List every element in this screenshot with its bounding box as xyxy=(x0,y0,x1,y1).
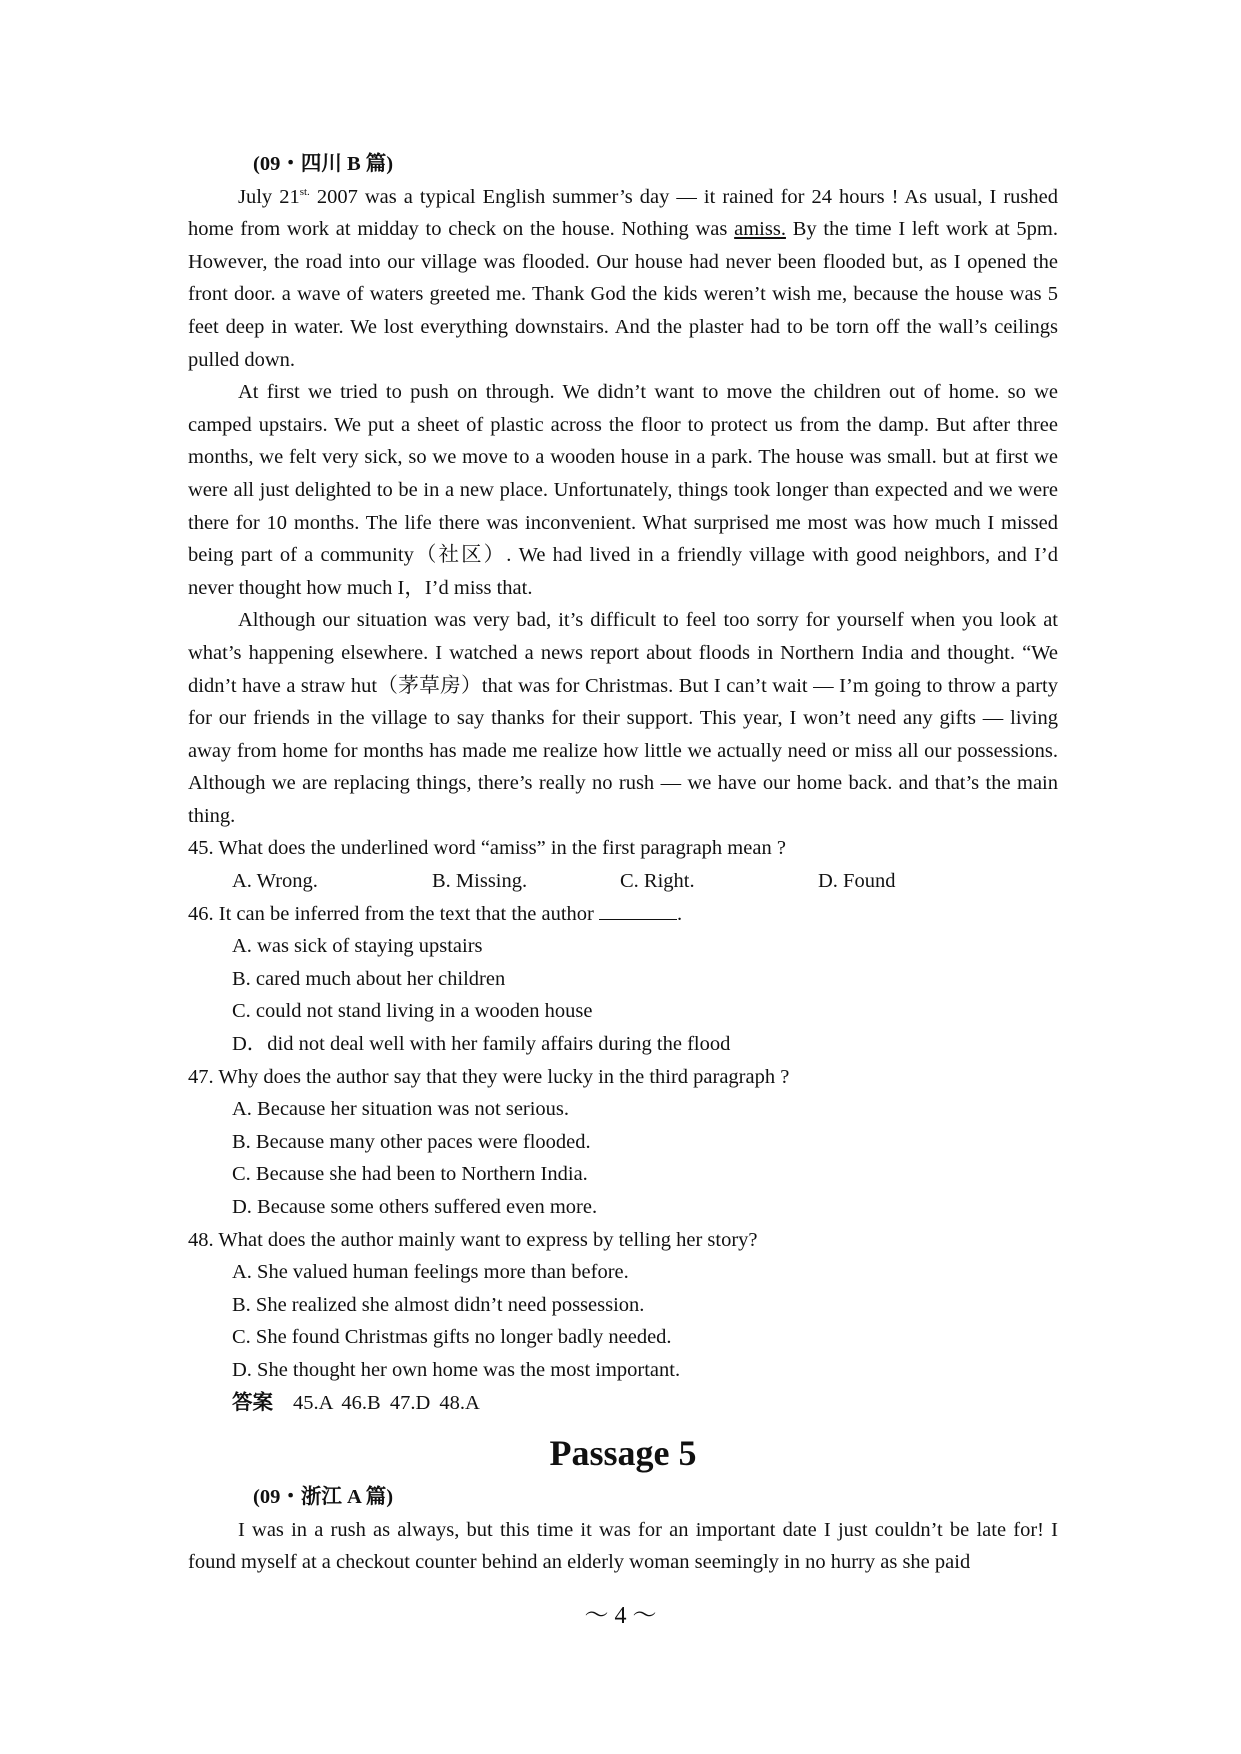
question-46-option-d: D．did not deal well with her family affairs during the flood xyxy=(232,1033,731,1056)
paragraph-1-date: July 21 xyxy=(238,185,300,208)
page-number: ～ 4 ～ xyxy=(584,1603,657,1629)
answer-blank xyxy=(599,899,677,920)
passage-title: Passage 5 xyxy=(549,1433,697,1474)
answer-key-label: 答案 xyxy=(232,1391,273,1414)
paragraph-1-text-a: 2007 was a typical English summer’s day — it rained for 24 hours ! As usual, I rushed home from work at midday to check on the house. Nothing was xyxy=(188,185,1058,241)
passage-5-paragraph-1: I was in a rush as always, but this time it was for an important date I just couldn’t be late for! I found myself at a checkout counter behind an elderly woman seemingly in no hurry as she paid xyxy=(188,1518,1058,1574)
document-page xyxy=(188,148,1058,1579)
question-47-option-d: D. Because some others suffered even more. xyxy=(232,1196,598,1218)
passage-5-source-label: (09・浙江 A 篇) xyxy=(253,1486,394,1509)
question-46-stem: 46. It can be inferred from the text that the author xyxy=(188,902,594,925)
paragraph-2: At first we tried to push on through. We didn’t want to move the children out of home. so we camped upstairs. We put a sheet of plastic across the floor to protect us from the damp. But after three months, we felt very sick, so we move to a wooden house in a park. The house was small. but at first we were all just delighted to be in a new place. Unfortunately, things took longer than expected and we were there for 10 months. The life there was inconvenient. What surprised me most was how much I missed being part of a community（社区）. We had lived in a friendly village with good neighbors, and I’d never thought how much I，I’d miss that. xyxy=(188,381,1058,599)
question-45-option-d: D. Found xyxy=(818,870,896,893)
paragraph-1 xyxy=(188,181,1058,377)
question-45-options xyxy=(188,865,1058,898)
question-46-option-c: C. could not stand living in a wooden house xyxy=(232,1000,593,1023)
question-46-option-a: A. was sick of staying upstairs xyxy=(232,935,483,958)
question-47-option-c: C. Because she had been to Northern India. xyxy=(232,1163,588,1186)
question-45-option-c: C. Right. xyxy=(620,870,695,893)
question-45-option-b: B. Missing. xyxy=(432,870,528,893)
underlined-word-amiss: amiss. xyxy=(734,218,786,241)
question-47-stem: 47. Why does the author say that they were lucky in the third paragraph ? xyxy=(188,1065,790,1088)
question-48-option-b: B. She realized she almost didn’t need possession. xyxy=(232,1293,645,1316)
question-47-option-b: B. Because many other paces were flooded. xyxy=(232,1130,591,1153)
question-48-option-d: D. She thought her own home was the most important. xyxy=(232,1358,681,1381)
answer-key xyxy=(188,1387,1058,1420)
paragraph-1-text-b: By the time I left work at 5pm. However, the road into our village was flooded. Our house had never been flooded but, as I opened the front door. a wave of waters greeted me. Thank God the kids weren’t wish me, because the house was 5 feet deep in water. We lost everything downstairs. And the plaster had to be torn off the wall’s ceilings pulled down. xyxy=(188,218,1058,371)
question-48-stem: 48. What does the author mainly want to express by telling her story? xyxy=(188,1228,758,1251)
answer-key-values: 45.A 46.B 47.D 48.A xyxy=(293,1391,480,1414)
question-46-line xyxy=(188,898,1058,931)
question-47-option-a: A. Because her situation was not serious. xyxy=(232,1098,570,1121)
paragraph-1-date-suffix: st. xyxy=(299,185,310,198)
paragraph-3: Although our situation was very bad, it’s difficult to feel too sorry for yourself when you look at what’s happening elsewhere. I watched a news report about floods in Northern India and thought. “We didn’t have a straw hut（茅草房）that was for Christmas. But I can’t wait — I’m going to throw a party for our friends in the village to say thanks for their support. This year, I won’t need any gifts — living away from home for months has made me realize how little we actually need or miss all our possessions. Although we are replacing things, there’s really no rush — we have our home back. and that’s the main thing. xyxy=(188,609,1058,827)
question-46-option-b: B. cared much about her children xyxy=(232,967,506,990)
section-source-label: (09・四川 B 篇) xyxy=(253,153,394,175)
question-45-option-a: A. Wrong. xyxy=(232,870,318,893)
question-48-option-c: C. She found Christmas gifts no longer badly needed. xyxy=(232,1326,672,1349)
question-45-stem: 45. What does the underlined word “amiss” in the first paragraph mean ? xyxy=(188,837,786,860)
question-46-stem-end: . xyxy=(676,902,683,925)
question-48-option-a: A. She valued human feelings more than before. xyxy=(232,1261,629,1284)
